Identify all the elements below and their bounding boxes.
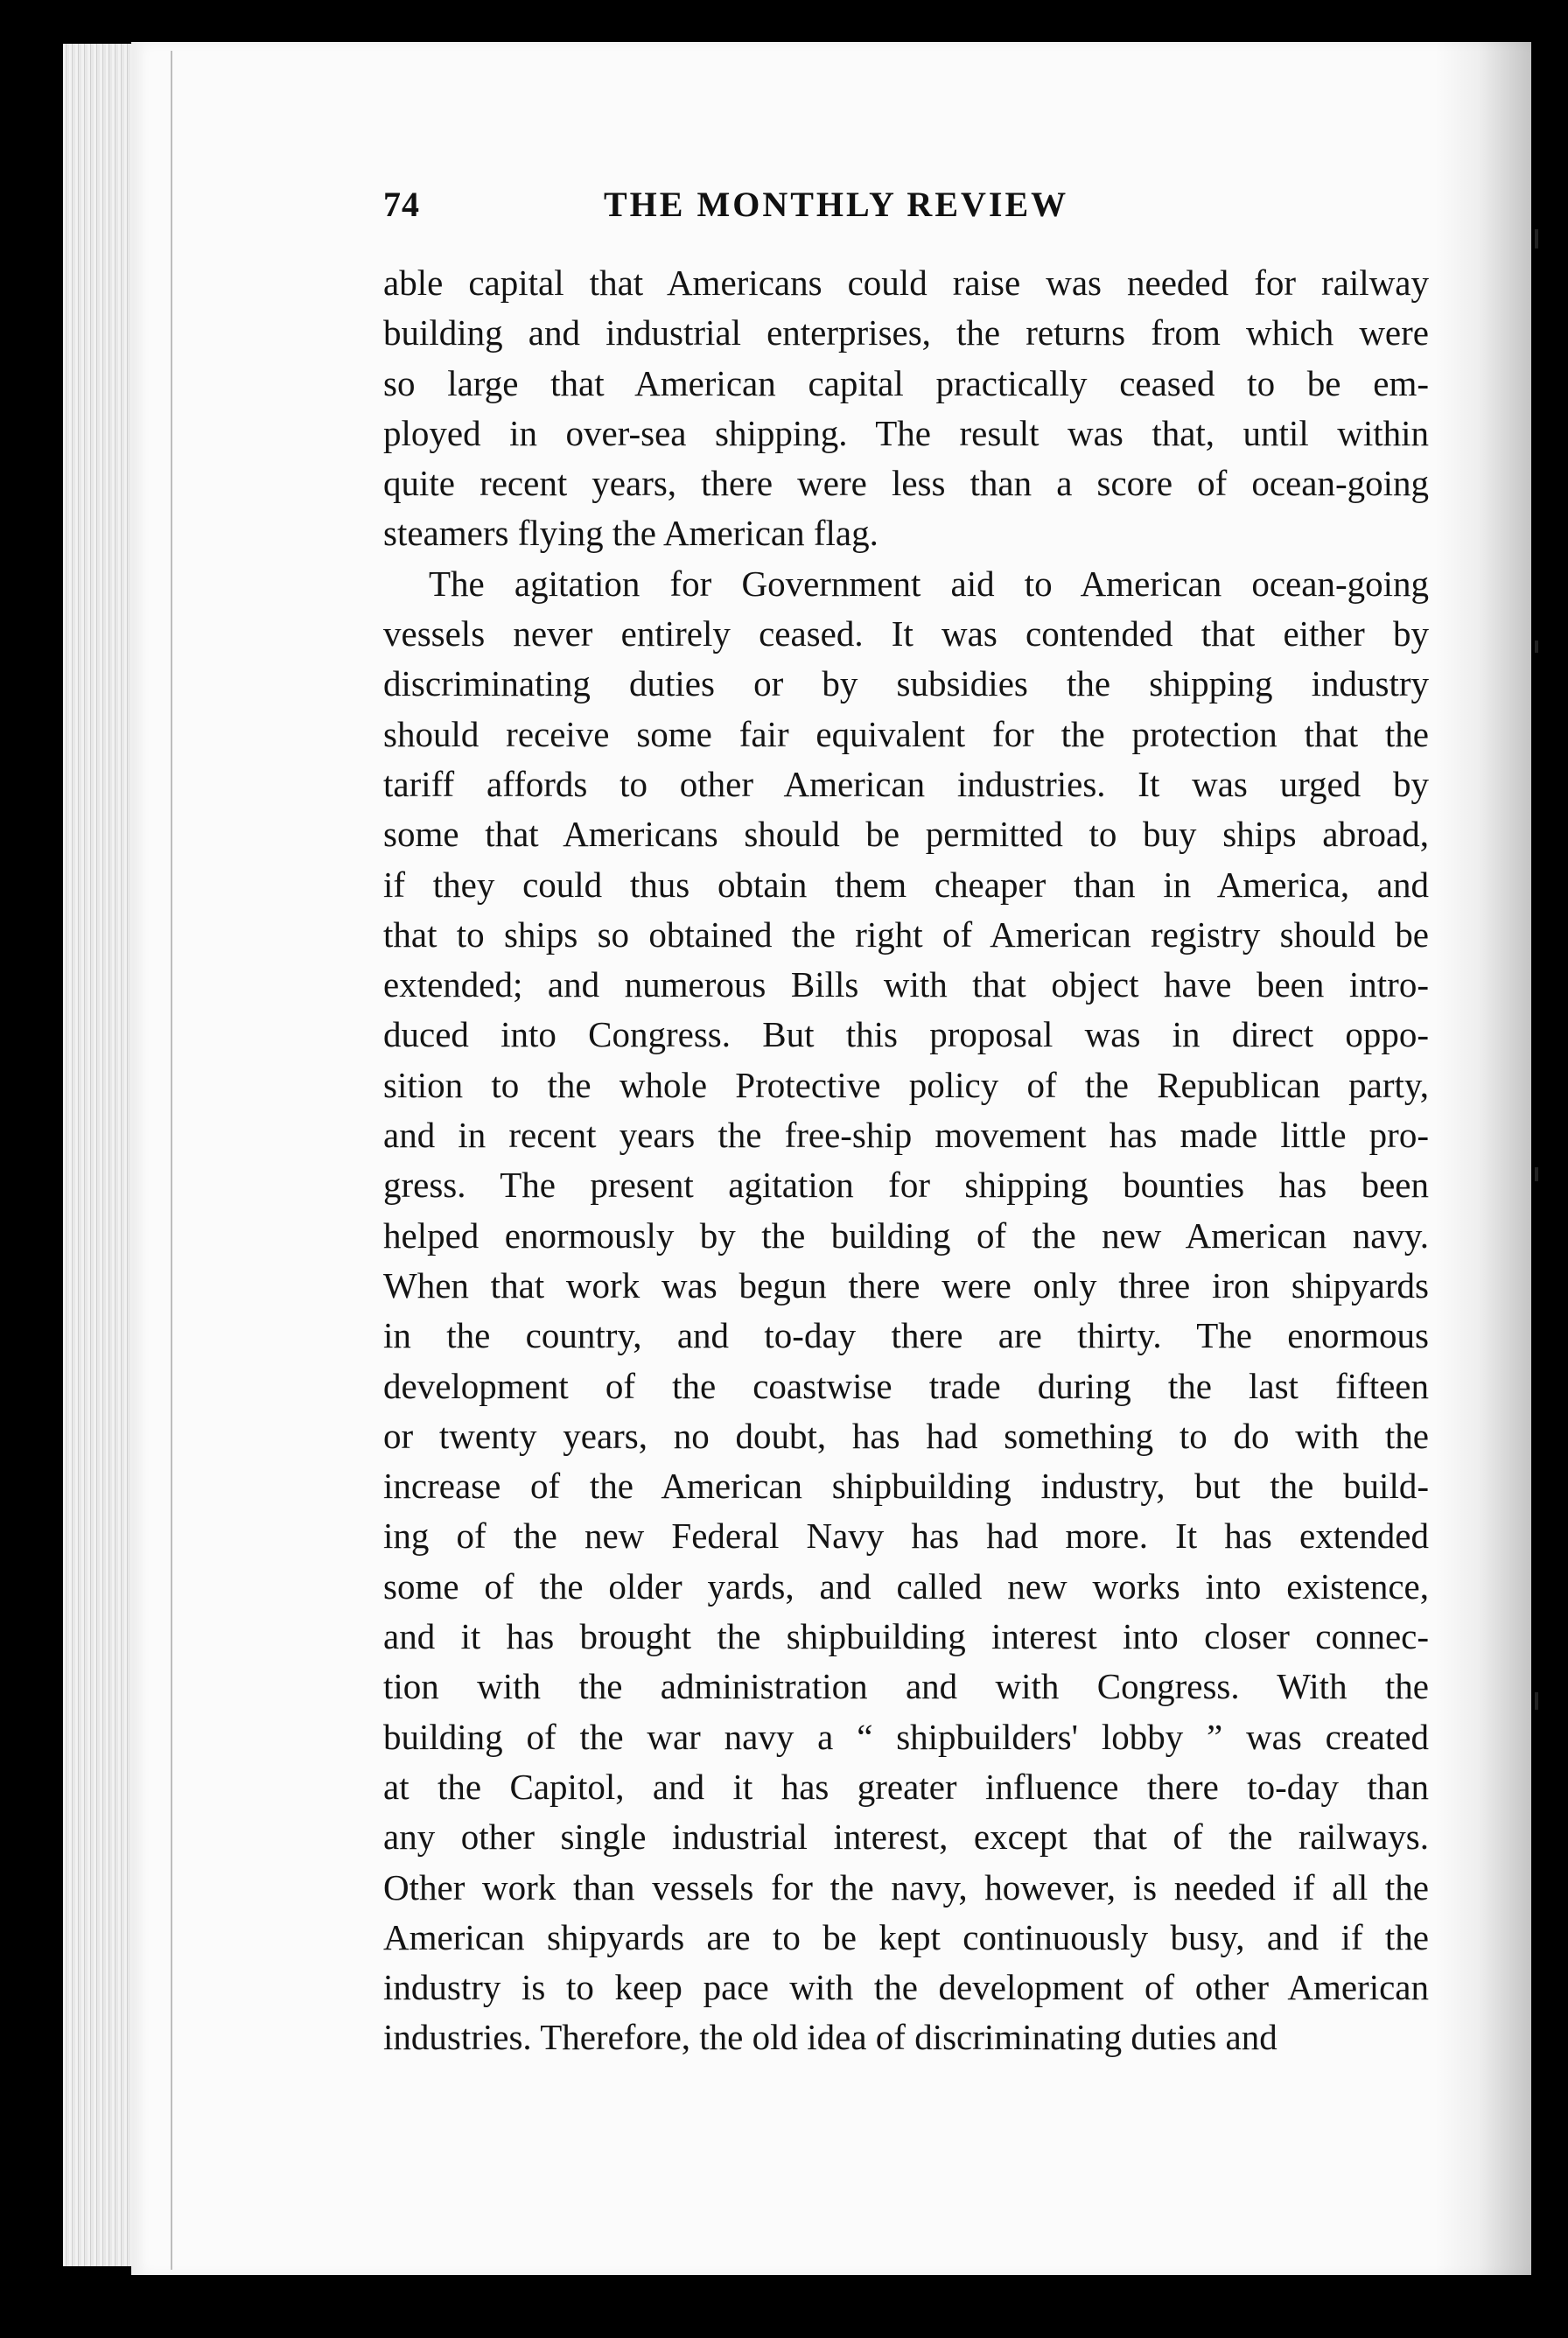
text-line: gress. The present agitation for shipping bounties has been bbox=[383, 1165, 1429, 1206]
text-line: tariff affords to other American industries. It was urged by bbox=[383, 763, 1429, 804]
text-line: discriminating duties or by subsidies the shipping industry bbox=[383, 663, 1429, 704]
text-line: extended; and numerous Bills with that object have been intro- bbox=[383, 964, 1429, 1005]
text-line: any other single industrial interest, except that of the railways. bbox=[383, 1816, 1429, 1858]
binding-mark bbox=[1535, 1167, 1538, 1181]
text-line: and in recent years the free-ship movement has made little pro- bbox=[383, 1115, 1429, 1156]
text-line: development of the coastwise trade during the last fifteen bbox=[383, 1365, 1429, 1406]
text-line: increase of the American shipbuilding industry, but the build- bbox=[383, 1466, 1429, 1507]
text-line: so large that American capital practically ceased to be em- bbox=[383, 362, 1429, 403]
text-line: tion with the administration and with Congress. With the bbox=[383, 1666, 1429, 1707]
binding-mark bbox=[1535, 229, 1538, 248]
text-line: steamers flying the American flag. bbox=[383, 513, 878, 554]
text-line: that to ships so obtained the right of American registry should be bbox=[383, 914, 1429, 955]
text-line: building of the war navy a “ shipbuilders' lobby ” was created bbox=[383, 1716, 1429, 1757]
text-line: should receive some fair equivalent for the protection that the bbox=[383, 713, 1429, 754]
paragraph-start-line: The agitation for Government aid to American ocean-going bbox=[429, 563, 1429, 604]
text-line: When that work was begun there were only three iron shipyards bbox=[383, 1264, 1429, 1306]
binding-mark bbox=[1535, 1692, 1538, 1710]
text-line: industry is to keep pace with the development of other American bbox=[383, 1967, 1429, 2008]
text-line: in the country, and to-day there are thirty. The enormous bbox=[383, 1315, 1429, 1356]
binding-mark bbox=[1535, 640, 1538, 653]
text-line: helped enormously by the building of the new American navy. bbox=[383, 1214, 1429, 1256]
text-line: and it has brought the shipbuilding interest into closer connec- bbox=[383, 1616, 1429, 1657]
text-line: building and industrial enterprises, the returns from which were bbox=[383, 312, 1429, 354]
text-line: if they could thus obtain them cheaper than in America, and bbox=[383, 864, 1429, 905]
body-text bbox=[383, 258, 1429, 2063]
text-line: sition to the whole Protective policy of the Republican party, bbox=[383, 1064, 1429, 1105]
text-line: industries. Therefore, the old idea of discriminating duties and bbox=[383, 2017, 1278, 2058]
text-line: at the Capitol, and it has greater influence there to-day than bbox=[383, 1766, 1429, 1807]
text-line: ployed in over-sea shipping. The result was that, until within bbox=[383, 412, 1429, 453]
text-line: able capital that Americans could raise was needed for railway bbox=[383, 262, 1429, 303]
page-number: 74 bbox=[383, 185, 420, 224]
text-line: some that Americans should be permitted to buy ships abroad, bbox=[383, 814, 1429, 855]
journal-title: THE MONTHLY REVIEW bbox=[604, 185, 1069, 224]
binding-margin-marks bbox=[1508, 0, 1544, 2338]
running-head bbox=[383, 184, 1197, 245]
text-line: duced into Congress. But this proposal was in direct oppo- bbox=[383, 1014, 1429, 1055]
text-line: vessels never entirely ceased. It was contended that either by bbox=[383, 613, 1429, 654]
text-line: American shipyards are to be kept continuously busy, and if the bbox=[383, 1916, 1429, 1957]
text-line: quite recent years, there were less than a score of ocean-going bbox=[383, 463, 1429, 504]
page-edge-line bbox=[171, 51, 172, 2270]
text-line: ing of the new Federal Navy has had more. It has extended bbox=[383, 1516, 1429, 1557]
text-line: some of the older yards, and called new works into existence, bbox=[383, 1565, 1429, 1606]
text-line: Other work than vessels for the navy, however, is needed if all the bbox=[383, 1866, 1429, 1908]
text-line: or twenty years, no doubt, has had something to do with the bbox=[383, 1415, 1429, 1456]
